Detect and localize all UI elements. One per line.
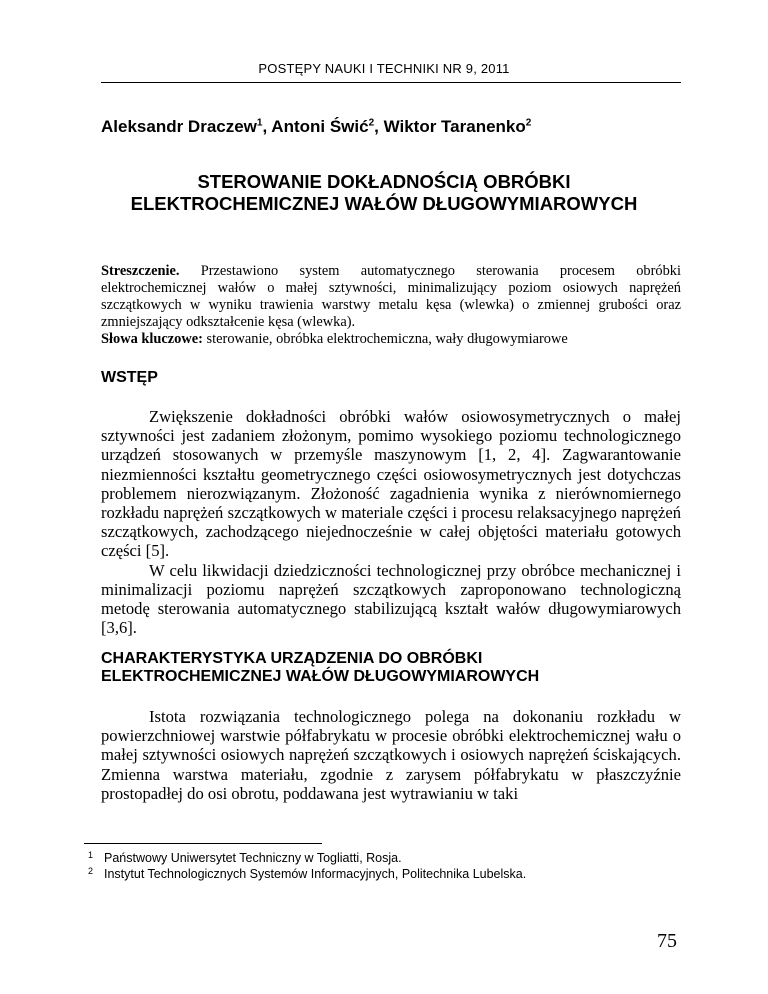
footnote <box>88 850 688 866</box>
author-name: Wiktor Taranenko <box>383 117 526 136</box>
paper-title-line: STEROWANIE DOKŁADNOŚCIĄ OBRÓBKI <box>197 171 571 192</box>
footnote-text: Państwowy Uniwersytet Techniczny w Togliatti, Rosja. <box>104 851 402 865</box>
paper-title-line: ELEKTROCHEMICZNEJ WAŁÓW DŁUGOWYMIAROWYCH <box>130 193 638 214</box>
footnote-number: 2 <box>88 866 94 876</box>
abstract <box>101 263 681 348</box>
abstract-paragraph <box>101 263 681 331</box>
section-body-characteristics <box>101 707 681 803</box>
author-separator: , <box>262 117 272 136</box>
section-heading-intro: WSTĘP <box>101 369 158 386</box>
abstract-text: Przestawiono system automatycznego sterowania procesem obróbki elektrochemicznej wałów o małej sztywności, minimalizujący poziom osiowych naprężeń szczątkowych w wyniku trawienia warstwy metalu kęsa (wlewka) o zmiennej grubości oraz zmniejszający odkształcenie kęsa (wlewka). <box>101 263 681 330</box>
author-affiliation-ref: 1 <box>256 117 263 129</box>
authors-line <box>101 117 531 137</box>
section-heading-line: ELEKTROCHEMICZNEJ WAŁÓW DŁUGOWYMIAROWYCH <box>101 668 540 685</box>
section-heading-characteristics <box>101 650 681 686</box>
footnotes <box>88 850 688 882</box>
footnote <box>88 866 688 882</box>
running-header <box>0 61 768 76</box>
keywords-paragraph <box>101 331 681 348</box>
body-paragraph: Zwiększenie dokładności obróbki wałów osiowosymetrycznych o małej sztywności jest zadaniem złożonym, pomimo wysokiego poziomu technologicznego urządzeń stosowanych w przemyśle maszynowym [1, 2, 4]. Zagwarantowanie niezmienności kształtu geometrycznego części osiowosymetrycznych jest dotychczas problemem nierozwiązanym. Złożoność zagadnienia wynika z nierównomiernego rozkładu naprężeń szczątkowych w materiale części i procesu relaksacyjnego naprężeń szczątkowych, zachodzącego niejednocześnie w całej objętości materiału gotowych części [5]. <box>101 407 681 561</box>
body-paragraph: Istota rozwiązania technologicznego polega na dokonaniu rozkładu w powierzchniowej warstwie półfabrykatu w procesie obróbki elektrochemicznej wału o małej sztywności osiowych naprężeń szczątkowych i osiowych naprężeń ściskających. Zmienna warstwa materiału, zgodnie z zarysem półfabrykatu w płaszczyźnie prostopadłej do osi obrotu, poddawana jest wytrawianiu w taki <box>101 707 681 803</box>
author-affiliation-ref: 2 <box>368 117 375 129</box>
keywords-text: sterowanie, obróbka elektrochemiczna, wały długowymiarowe <box>206 331 568 347</box>
section-body-intro <box>101 407 681 637</box>
body-paragraph: W celu likwidacji dziedziczności technologicznej przy obróbce mechanicznej i minimalizacji poziomu naprężeń szczątkowych zaproponowano technologiczną metodę sterowania automatycznego stabilizującą kształt wałów długowymiarowych [3,6]. <box>101 560 681 638</box>
header-rule <box>101 82 681 83</box>
paper-title <box>60 171 708 215</box>
footnote-number: 1 <box>88 850 94 860</box>
running-header-text: POSTĘPY NAUKI I TECHNIKI NR 9, 2011 <box>258 61 510 76</box>
footnote-text: Instytut Technologicznych Systemów Informacyjnych, Politechnika Lubelska. <box>104 867 527 881</box>
footnote-rule <box>84 843 322 844</box>
author-separator: , <box>374 117 384 136</box>
page-number: 75 <box>657 930 677 952</box>
author-name: Aleksandr Draczew <box>101 117 257 136</box>
section-heading-line: CHARAKTERYSTYKA URZĄDZENIA DO OBRÓBKI <box>101 650 483 667</box>
author-affiliation-ref: 2 <box>525 117 532 129</box>
abstract-label: Streszczenie. <box>101 263 180 279</box>
author-name: Antoni Świć <box>271 117 369 136</box>
keywords-label: Słowa kluczowe: <box>101 331 203 347</box>
